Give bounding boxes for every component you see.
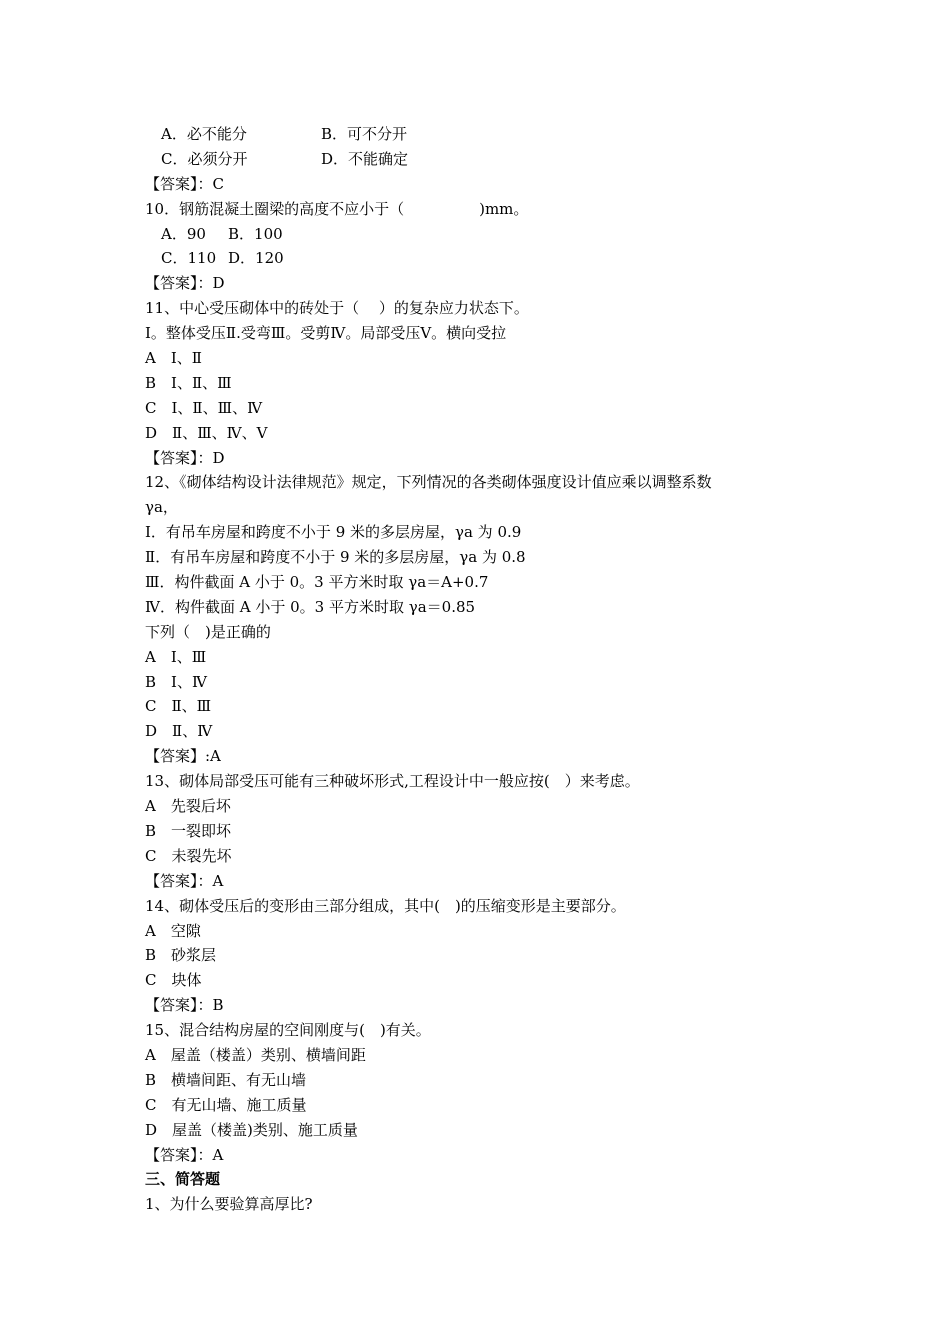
- option-right: D．不能确定: [321, 149, 409, 168]
- option-row: [145, 147, 825, 172]
- text-line: A 屋盖（楼盖）类别、横墙间距: [145, 1045, 366, 1064]
- option-left: A．90: [161, 224, 206, 243]
- option-left: A．必不能分: [161, 125, 247, 143]
- document-content: [145, 122, 825, 1217]
- text-line: B Ⅰ、Ⅳ: [145, 672, 207, 691]
- text-line: 【答案】:A: [145, 747, 221, 766]
- option-left: C．必须分开: [161, 149, 248, 168]
- text-line: A Ⅰ、Ⅲ: [145, 647, 207, 666]
- text-line: 下列（ )是正确的: [145, 622, 271, 641]
- text-line: 15、混合结构房屋的空间刚度与( )有关。: [145, 1021, 431, 1040]
- option-row: [145, 222, 825, 247]
- text-line: 12、《砌体结构设计法律规范》规定，下列情况的各类砌体强度设计值应乘以调整系数: [145, 473, 712, 492]
- text-line: Ⅰ．有吊车房屋和跨度不小于 9 米的多层房屋，γa 为 0.9: [145, 523, 522, 542]
- text-line: 13、砌体局部受压可能有三种破坏形式,工程设计中一般应按( ）来考虑。: [145, 772, 640, 791]
- text-line: C Ⅰ、Ⅱ、Ⅲ、Ⅳ: [145, 398, 263, 417]
- option-left: C．110: [161, 249, 217, 268]
- text-line: A 先裂后坏: [145, 797, 231, 816]
- option-right: B．可不分开: [321, 125, 408, 143]
- text-line: D 屋盖（楼盖)类别、施工质量: [145, 1120, 358, 1139]
- text-line: Ⅰ。整体受压Ⅱ.受弯Ⅲ。受剪Ⅳ。局部受压Ⅴ。横向受拉: [145, 324, 507, 343]
- text-line: B 一裂即坏: [145, 821, 232, 840]
- text-line: C 有无山墙、施工质量: [145, 1095, 307, 1114]
- text-line: A 空隙: [145, 921, 201, 940]
- text-line: Ⅱ．有吊车房屋和跨度不小于 9 米的多层房屋，γa 为 0.8: [145, 548, 526, 567]
- text-line: γa，: [145, 498, 178, 517]
- text-line: 1、为什么要验算高厚比?: [145, 1195, 313, 1214]
- text-line: 11、中心受压砌体中的砖处于（ ）的复杂应力状态下。: [145, 299, 529, 318]
- text-line: C Ⅱ、Ⅲ: [145, 697, 212, 716]
- text-line: Ⅲ．构件截面 A 小于 0。3 平方米时取 γa＝A+0.7: [145, 573, 489, 592]
- text-line: 【答案】：D: [145, 448, 225, 467]
- text-line: Ⅳ．构件截面 A 小于 0。3 平方米时取 γa＝0.85: [145, 597, 476, 616]
- text-line: 【答案】：B: [145, 996, 224, 1015]
- option-row: [145, 122, 825, 147]
- text-line: A Ⅰ、Ⅱ: [145, 349, 202, 368]
- text-line: 【答案】：C: [145, 174, 224, 193]
- text-line: B 砂浆层: [145, 946, 217, 965]
- text-line: D Ⅱ、Ⅳ: [145, 722, 213, 741]
- text-line: B Ⅰ、Ⅱ、Ⅲ: [145, 373, 232, 392]
- text-line: 【答案】：A: [145, 871, 224, 890]
- text-line: 【答案】：A: [145, 1145, 224, 1164]
- section-heading: 三、简答题: [145, 1170, 221, 1189]
- text-line: B 横墙间距、有无山墙: [145, 1070, 307, 1089]
- option-row: [145, 246, 825, 271]
- option-right: D．120: [228, 249, 284, 268]
- text-line: 14、砌体受压后的变形由三部分组成，其中( )的压缩变形是主要部分。: [145, 896, 626, 915]
- text-line: C 未裂先坏: [145, 846, 232, 865]
- text-line: 10．钢筋混凝土圈梁的高度不应小于（ )mm。: [145, 199, 529, 218]
- text-line: 【答案】：D: [145, 274, 225, 293]
- option-right: B．100: [228, 224, 283, 243]
- text-line: D Ⅱ、Ⅲ、Ⅳ、Ⅴ: [145, 423, 268, 442]
- text-line: C 块体: [145, 971, 202, 990]
